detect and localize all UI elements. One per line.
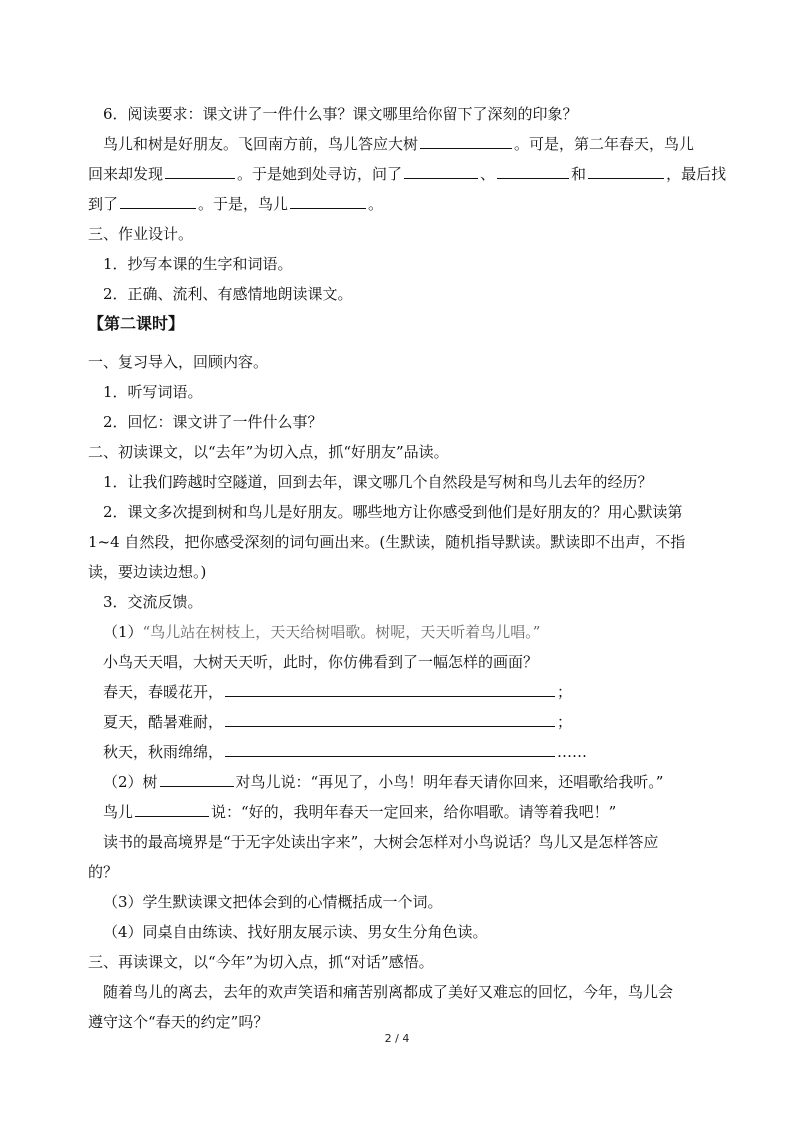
blank [420,134,512,149]
fill-blank-line: 秋天，秋雨绵绵， …… [103,743,588,761]
blank [225,712,555,727]
section-heading: 二、初读课文，以“去年”为切入点，抓“好朋友”品读。 [88,443,449,461]
fill-blank-line: 夏天，酷暑难耐， ； [103,713,573,731]
blank [135,802,209,817]
list-item: 2．正确、流利、有感情地朗读课文。 [103,285,353,303]
list-item: （3）学生默读课文把体会到的心情概括成一个词。 [103,893,443,911]
question-6: 6．阅读要求：课文讲了一件什么事？课文哪里给你留下了深刻的印象？ [103,105,578,123]
list-item: 1．抄写本课的生字和词语。 [103,255,293,273]
page-number: 2 / 4 [384,1032,410,1045]
fill-blank-line: 春天，春暖花开， ； [103,683,573,701]
paragraph-line: 随着鸟儿的离去，去年的欢声笑语和痛苦别离都成了美好又难忘的回忆，今年，鸟儿会 [103,983,674,1001]
fill-blank-line-3: 到了 。于是，鸟儿 。 [88,195,384,213]
section-heading: 三、作业设计。 [88,225,194,243]
paragraph-line: 的？ [88,863,119,881]
list-item: 1．听写词语。 [103,383,203,401]
lesson-heading: 【第二课时】 [88,314,185,333]
blank [160,772,234,787]
list-item: 2．课文多次提到树和鸟儿是好朋友。哪些地方让你感受到他们是好朋友的？用心默读第 [103,503,683,521]
blank [165,164,235,179]
section-heading: 三、再读课文，以“今年”为切入点，抓“对话”感悟。 [88,953,434,971]
list-item: 1．让我们跨越时空隧道，回到去年，课文哪几个自然段是写树和鸟儿去年的经历？ [103,473,653,491]
list-item: （4）同桌自由练读、找好朋友展示读、男女生分角色读。 [103,923,488,941]
blank [290,194,366,209]
list-item: 3．交流反馈。 [103,593,203,611]
blank [225,742,555,757]
blank [404,164,478,179]
list-item: 2．回忆：课文讲了一件什么事？ [103,413,323,431]
fill-blank-line-2: 回来却发现 。于是她到处寻访，问了 、 和 ，最后找 [88,165,727,183]
paragraph-line: 读，要边读边想。) [88,563,207,581]
blank [588,164,664,179]
paragraph-line: 遵守这个“春天的约定”吗？ [88,1013,269,1031]
section-heading: 一、复习导入，回顾内容。 [88,353,269,371]
blank [497,164,569,179]
paragraph-line: 读书的最高境界是“于无字处读出字来”，大树会怎样对小鸟说话？鸟儿又是怎样答应 [103,833,659,851]
blank [225,682,555,697]
dialogue-line: （2）树 对鸟儿说：“再见了，小鸟！明年春天请你回来，还唱歌给我听。” [103,773,664,791]
paragraph-line: 小鸟天天唱，大树天天听，此时，你仿佛看到了一幅怎样的画面？ [103,653,539,671]
dialogue-line: 鸟儿 说：“好的，我明年春天一定回来，给你唱歌。请等着我吧！” [103,803,617,821]
paragraph-line: 1~4 自然段，把你感受深刻的词句画出来。(生默读，随机指导默读。默读即不出声，不指 [88,533,686,551]
blank [120,194,196,209]
fill-blank-line-1: 鸟儿和树是好朋友。飞回南方前，鸟儿答应大树 。可是，第二年春天，鸟儿 [103,135,695,153]
quote-line: （1）“鸟儿站在树枝上，天天给树唱歌。树呢，天天听着鸟儿唱。” [103,623,541,641]
